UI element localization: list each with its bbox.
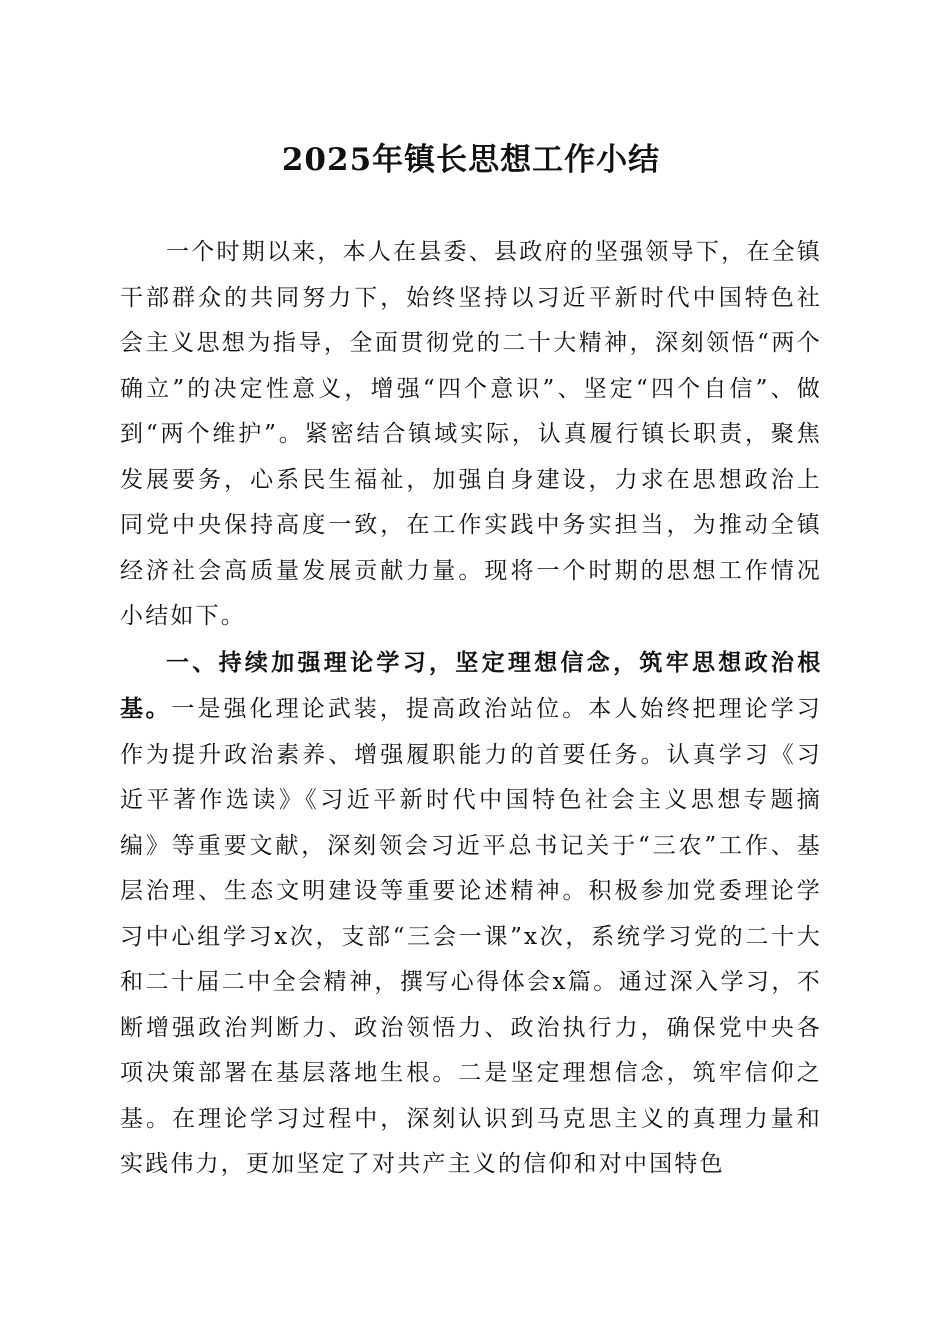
section-one-text: 一是强化理论武装，提高政治站位。本人始终把理论学习作为提升政治素养、增强履职能力的首要任务。认真学习《习近平著作选读》《习近平新时代中国特色社会主义思想专题摘编》等重要文献，深刻领会习近平总书记关于“三农”工作、基层治理、生态文明建设等重要论述精神。积极参加党委理论学习中心组学习x次，支部“三会一课”x次，系统学习党的二十大和二十届二中全会精神，撰写心得体会x篇。通过深入学习，不断增强政治判断力、政治领悟力、政治执行力，确保党中央各项决策部署在基层落地生根。二是坚定理想信念，筑牢信仰之基。在理论学习过程中，深刻认识到马克思主义的真理力量和实践伟力，更加坚定了对共产主义的信仰和对中国特色 (120, 696, 822, 1177)
intro-paragraph (120, 230, 822, 640)
section-one-heading: 一、持续加强理论学习，坚定理想信念，筑牢思想政治根基。 (120, 648, 822, 722)
section-one-paragraph (120, 640, 822, 1188)
document-title: 2025年镇长思想工作小结 (281, 142, 661, 178)
intro-paragraph-text: 一个时期以来，本人在县委、县政府的坚强领导下，在全镇干部群众的共同努力下，始终坚持以习近平新时代中国特色社会主义思想为指导，全面贯彻党的二十大精神，深刻领悟“两个确立”的决定性意义，增强“四个意识”、坚定“四个自信”、做到“两个维护”。紧密结合镇域实际，认真履行镇长职责，聚焦发展要务，心系民生福祉，加强自身建设，力求在思想政治上同党中央保持高度一致，在工作实践中务实担当，为推动全镇经济社会高质量发展贡献力量。现将一个时期的思想工作情况小结如下。 (120, 239, 822, 629)
document-body (120, 230, 822, 1188)
